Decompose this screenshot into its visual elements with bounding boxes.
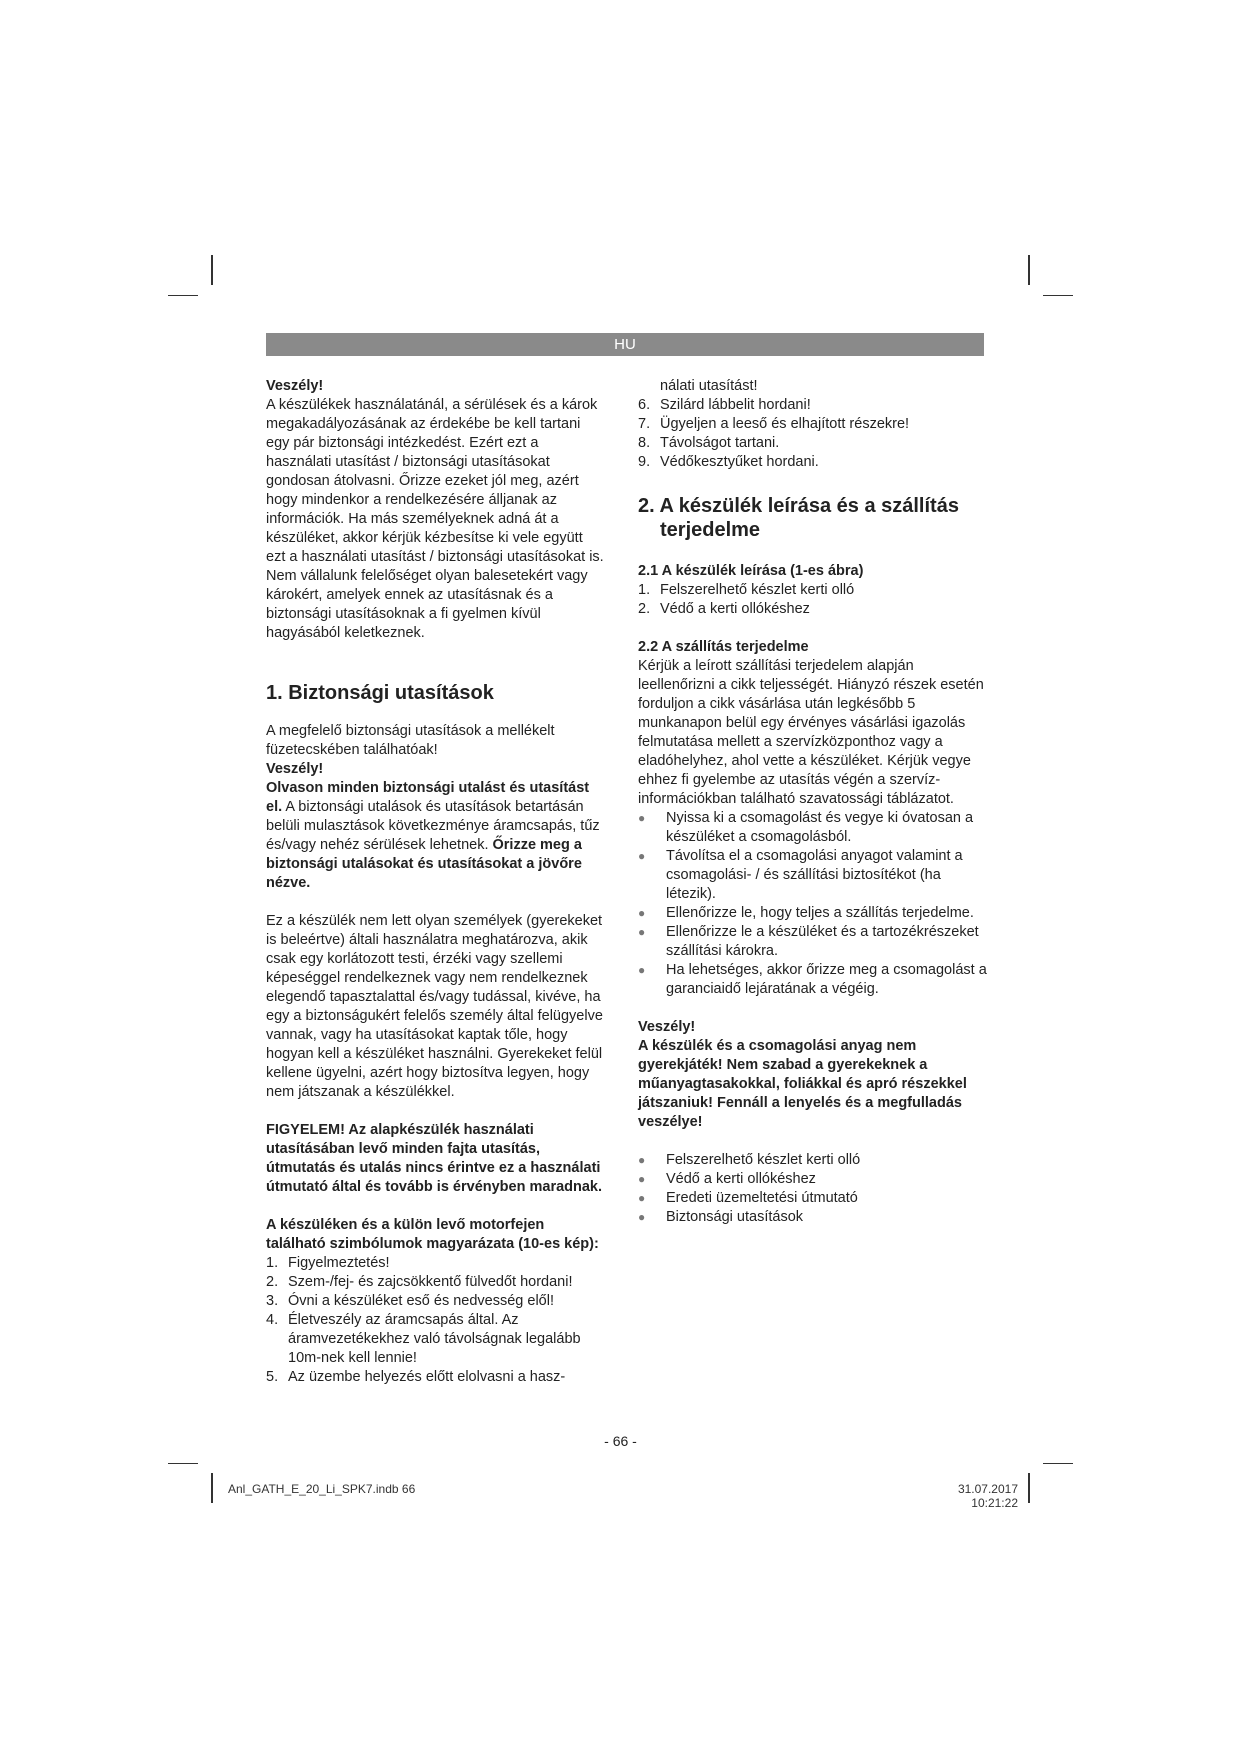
persons-paragraph: Ez a készülék nem lett olyan személyek (gyerekeket is beleértve) általi használatra meghatározva, akik csak egy korlátozott testi, érzéki vagy szellemi képeséggel rendelkeznek vagy nem rendelkeznek elegendő tapasztalattal és/vagy tudással, kivéve, ha egy a biztonságukért felelős személy által felügyelve vannak, vagy ha utasításokat kaptak tőle, hogy hogyan kell a készüléket használni. Gyerekeket felül kellene ügyelni, azért hogy biztosítva legyen, hogy nem játszanak a készülékkel.	[266, 913, 603, 1100]
warning-text: A készülékek használatánál, a sérülések és a károk megakadályozásának az érdekébe be kell tartani egy pár biztonsági intézkedést. Ezért ezt a használati utasítást / biztonsági utasításokat gondosan átolvasni. Őrizze ezeket jól meg, azért hogy mindenkor a rendelkezésére álljanak az információk. Ha más személyeknek adná át a készüléket, akkor kérjük kézbesítse ki vele együtt ezt a használati utasítást / biztonsági utasításokat is. Nem vállalunk felelőséget olyan balesetekért vagy károkért, amelyek ennek az utasításnak és a biztonsági utasításoknak a fi gyelmen kívül hagyásából keletkeznek.	[266, 397, 604, 641]
delivery-bullet-list	[638, 809, 988, 999]
list-item: 6. Szilárd lábbelit hordani!	[638, 397, 811, 413]
list-item: ● Felszerelhető készlet kerti olló	[638, 1152, 861, 1168]
list-item: ● Eredeti üzemeltetési útmutató	[638, 1190, 858, 1206]
crop-mark	[211, 1473, 213, 1503]
list-continuation: nálati utasítást!	[660, 378, 758, 394]
bullet-icon: ●	[638, 1153, 646, 1167]
list-item: 3. Óvni a készüléket eső és nedvesség elől!	[266, 1293, 554, 1309]
section-intro: A megfelelő biztonsági utasítások a mellékelt füzetecskében találhatóak!	[266, 723, 555, 758]
crop-mark	[211, 255, 213, 285]
bullet-icon: ●	[638, 963, 646, 977]
bullet-icon: ●	[638, 906, 646, 920]
left-column	[266, 377, 606, 1387]
subsection-heading: 2.1 A készülék leírása (1-es ábra)	[638, 563, 864, 579]
list-item: 8. Távolságot tartani.	[638, 435, 780, 451]
warning-paragraph	[266, 779, 606, 893]
footer-file-name: Anl_GATH_E_20_Li_SPK7.indb 66	[228, 1482, 416, 1496]
crop-mark	[1043, 1463, 1073, 1464]
list-item: 2. Szem-/fej- és zajcsökkentő fülvedőt hordani!	[266, 1274, 573, 1290]
crop-mark	[1043, 295, 1073, 296]
section-heading: 2. A készülék leírása és a szállítás terjedelme	[638, 495, 959, 541]
page-number: - 66 -	[604, 1433, 637, 1449]
bullet-icon: ●	[638, 1210, 646, 1224]
parts-list	[638, 581, 988, 619]
list-item: ● Nyissa ki a csomagolást és vegye ki óvatosan a készüléket a csomagolásból.	[638, 810, 974, 845]
list-item: ● Ha lehetséges, akkor őrizze meg a csomagolást a garanciaidő lejáratának a végéig.	[638, 962, 987, 997]
contents-list	[638, 1151, 988, 1227]
crop-mark	[1028, 255, 1030, 285]
list-item: 2. Védő a kerti ollókéshez	[638, 601, 810, 617]
subsection-heading: 2.2 A szállítás terjedelme	[638, 639, 809, 655]
crop-mark	[168, 1463, 198, 1464]
bullet-icon: ●	[638, 925, 646, 939]
section-heading: 1. Biztonsági utasítások	[266, 682, 494, 704]
list-item: 7. Ügyeljen a leeső és elhajított részekre!	[638, 416, 910, 432]
list-item: ● Biztonsági utasítások	[638, 1209, 804, 1225]
warning-bold-text: A készülék és a csomagolási anyag nem gyerekjáték! Nem szabad a gyerekeknek a műanyagtasakokkal, foliákkal és apró részekkel játszaniuk! Fennáll a lenyelés és a megfulladás veszélye!	[638, 1038, 967, 1130]
list-item: 4. Életveszély az áramcsapás által. Az áramvezetékekhez való távolságnak legalább 10m-nek kell lennie!	[266, 1312, 581, 1366]
crop-mark	[1028, 1473, 1030, 1503]
right-column	[638, 377, 988, 1227]
list-item: 9. Védőkesztyűket hordani.	[638, 454, 819, 470]
warning-bold-text: Őrizze meg a biztonsági utalásokat és utasításokat a jövőre nézve.	[266, 837, 582, 891]
crop-mark	[168, 295, 198, 296]
warning-title: Veszély!	[266, 761, 324, 777]
warning-title: Veszély!	[266, 378, 324, 394]
list-item: 1. Felszerelhető készlet kerti olló	[638, 582, 855, 598]
warning-title: Veszély!	[638, 1019, 696, 1035]
delivery-paragraph: Kérjük a leírott szállítási terjedelem alapján leellenőrizni a cikk teljességét. Hiányzó részek esetén forduljon a cikk vásárlása után legkésőbb 5 munkanapon belül egy érvényes vásárlási igazolás felmutatása mellett a szervízközponthoz vagy a eladóhelyhez, ahol vette a készüléket. Kérjük vegye ehhez fi gyelembe az utasítás végén a szervíz-információkban található szavatossági táblázatot.	[638, 658, 984, 807]
bullet-icon: ●	[638, 1191, 646, 1205]
list-item: 5. Az üzembe helyezés előtt elolvasni a hasz-	[266, 1369, 566, 1385]
attention-paragraph: FIGYELEM! Az alapkészülék használati utasításában levő minden fajta utasítás, útmutatás és utalás nincs érintve ez a használati útmutató által és tovább is érvényben maradnak.	[266, 1122, 603, 1195]
warning-text: A biztonsági utalások és utasítások betartásán belüli mulasztások következménye áramcsapás, tűz és/vagy nehéz sérülések lehetnek.	[266, 799, 600, 853]
bullet-icon: ●	[638, 849, 646, 863]
bullet-icon: ●	[638, 811, 646, 825]
list-item: ● Ellenőrizze le, hogy teljes a szállítás terjedelme.	[638, 905, 974, 921]
warning-bold-text: Olvason minden biztonsági utalást és utasítást el.	[266, 780, 590, 815]
bullet-icon: ●	[638, 1172, 646, 1186]
list-item: ● Védő a kerti ollókéshez	[638, 1171, 816, 1187]
symbols-list	[266, 1254, 606, 1387]
symbols-heading: A készüléken és a külön levő motorfejen található szimbólumok magyarázata (10-es kép):	[266, 1217, 599, 1252]
footer-timestamp: 31.07.2017 10:21:22	[957, 1482, 1018, 1510]
list-item: 1. Figyelmeztetés!	[266, 1255, 390, 1271]
language-header-bar: HU	[266, 333, 984, 356]
list-item: ● Ellenőrizze le a készüléket és a tartozékrészeket szállítási károkra.	[638, 924, 979, 959]
symbols-list	[638, 396, 988, 472]
list-item: ● Távolítsa el a csomagolási anyagot valamint a csomagolási- / és szállítási biztosítékot (ha létezik).	[638, 848, 963, 902]
